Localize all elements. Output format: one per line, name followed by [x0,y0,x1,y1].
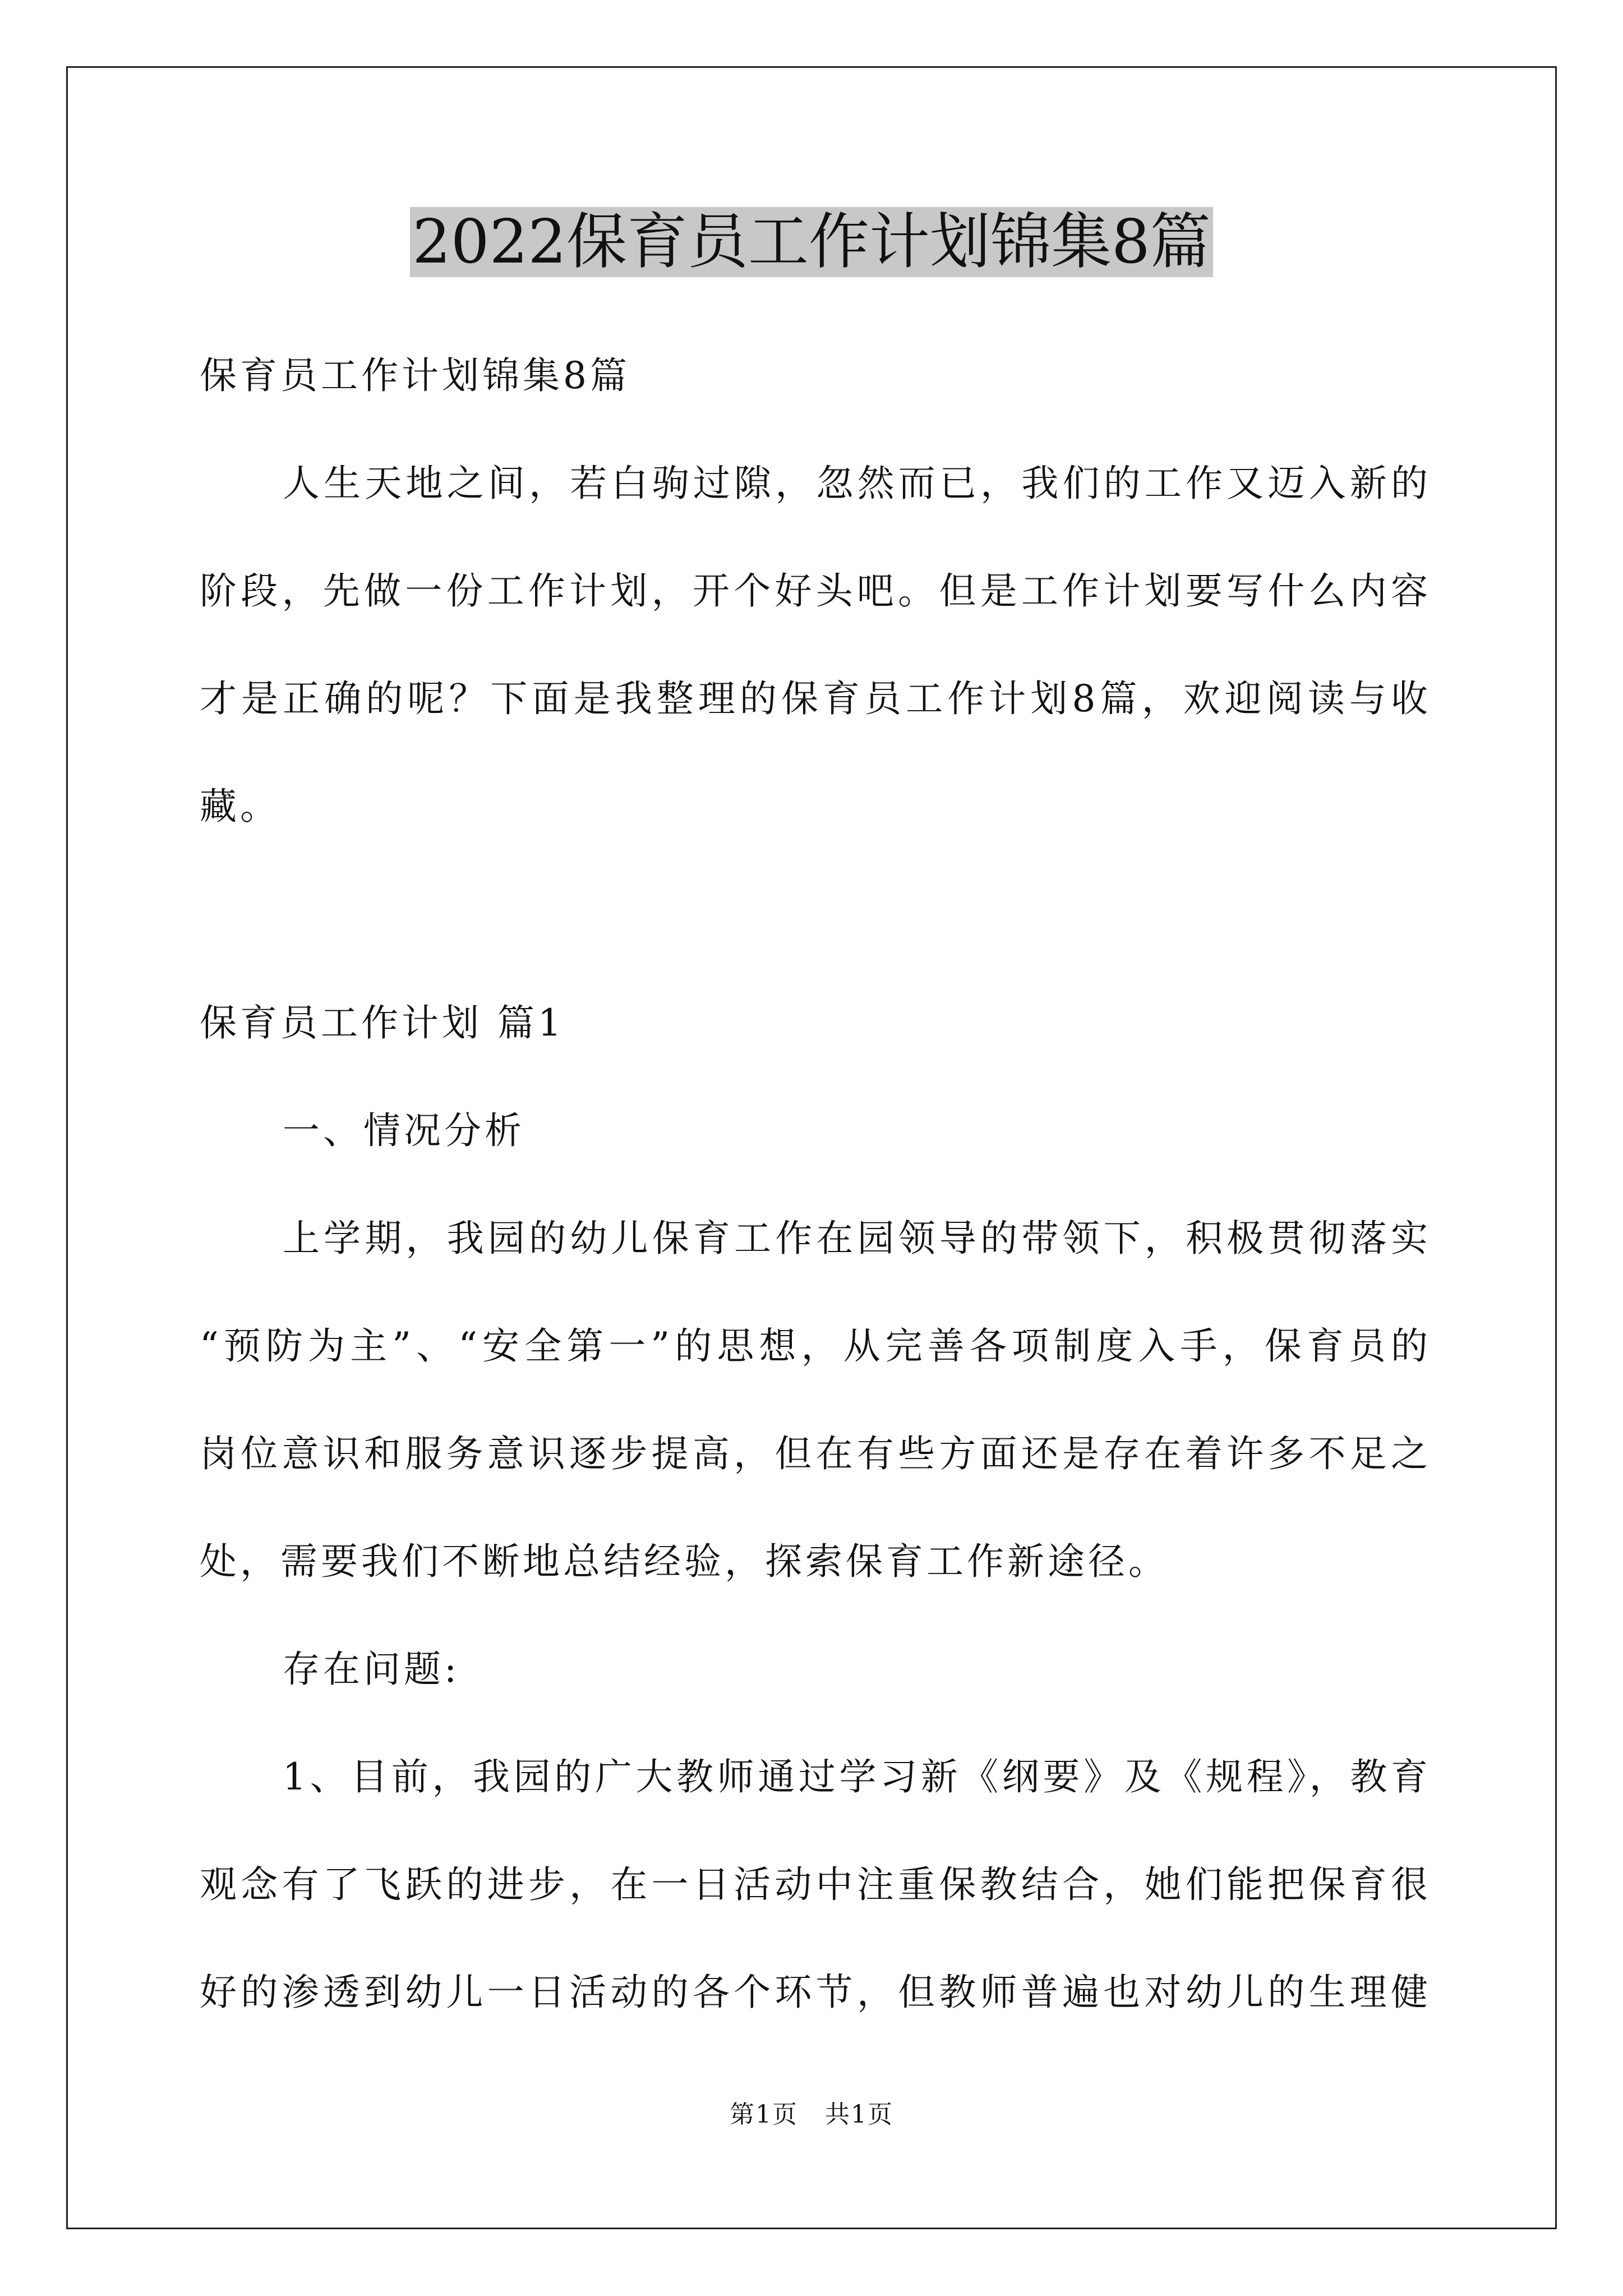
part-heading [200,1077,1431,1185]
problem-1-paragraph [200,1723,1431,2046]
section-heading-text: 保育员工作计划 篇1 [200,1001,565,1045]
page-total: 共1页 [825,2100,893,2129]
intro-paragraph [200,430,1431,861]
page-footer [0,2098,1623,2132]
part-heading-text: 一、情况分析 [283,1109,525,1152]
problems-heading-text: 存在问题: [283,1648,460,1691]
problem-line: 观念有了飞跃的进步，在一日活动中注重保教结合，她们能把保育很 [200,1863,1431,1906]
document-title-text: 2022保育员工作计划锦集8篇 [410,207,1213,277]
analysis-paragraph [200,1185,1431,1616]
analysis-line: 上学期，我园的幼儿保育工作在园领导的带领下，积极贯彻落实 [283,1217,1431,1260]
intro-line: 阶段，先做一份工作计划，开个好头吧。但是工作计划要写什么内容 [200,569,1431,613]
intro-line: 才是正确的呢？下面是我整理的保育员工作计划8篇，欢迎阅读与收 [200,677,1431,720]
section-heading [200,969,1431,1077]
page-number: 第1页 [730,2100,798,2129]
problem-line: 1、目前，我园的广大教师通过学习新《纲要》及《规程》，教育 [283,1755,1431,1798]
analysis-line: 处，需要我们不断地总结经验，探索保育工作新途径。 [200,1540,1169,1583]
analysis-line: “预防为主”、“安全第一”的思想，从完善各项制度入手，保育员的 [200,1324,1431,1368]
document-title [0,203,1623,282]
subtitle-text: 保育员工作计划锦集8篇 [200,354,630,397]
problems-heading [200,1616,1431,1723]
analysis-line: 岗位意识和服务意识逐步提高，但在有些方面还是存在着许多不足之 [200,1432,1431,1475]
problem-line: 好的渗透到幼儿一日活动的各个环节，但教师普遍也对幼儿的生理健 [200,1971,1431,2014]
intro-line: 人生天地之间，若白驹过隙，忽然而已，我们的工作又迈入新的 [283,462,1431,505]
document-subtitle [200,322,1431,430]
intro-line: 藏。 [200,785,280,828]
